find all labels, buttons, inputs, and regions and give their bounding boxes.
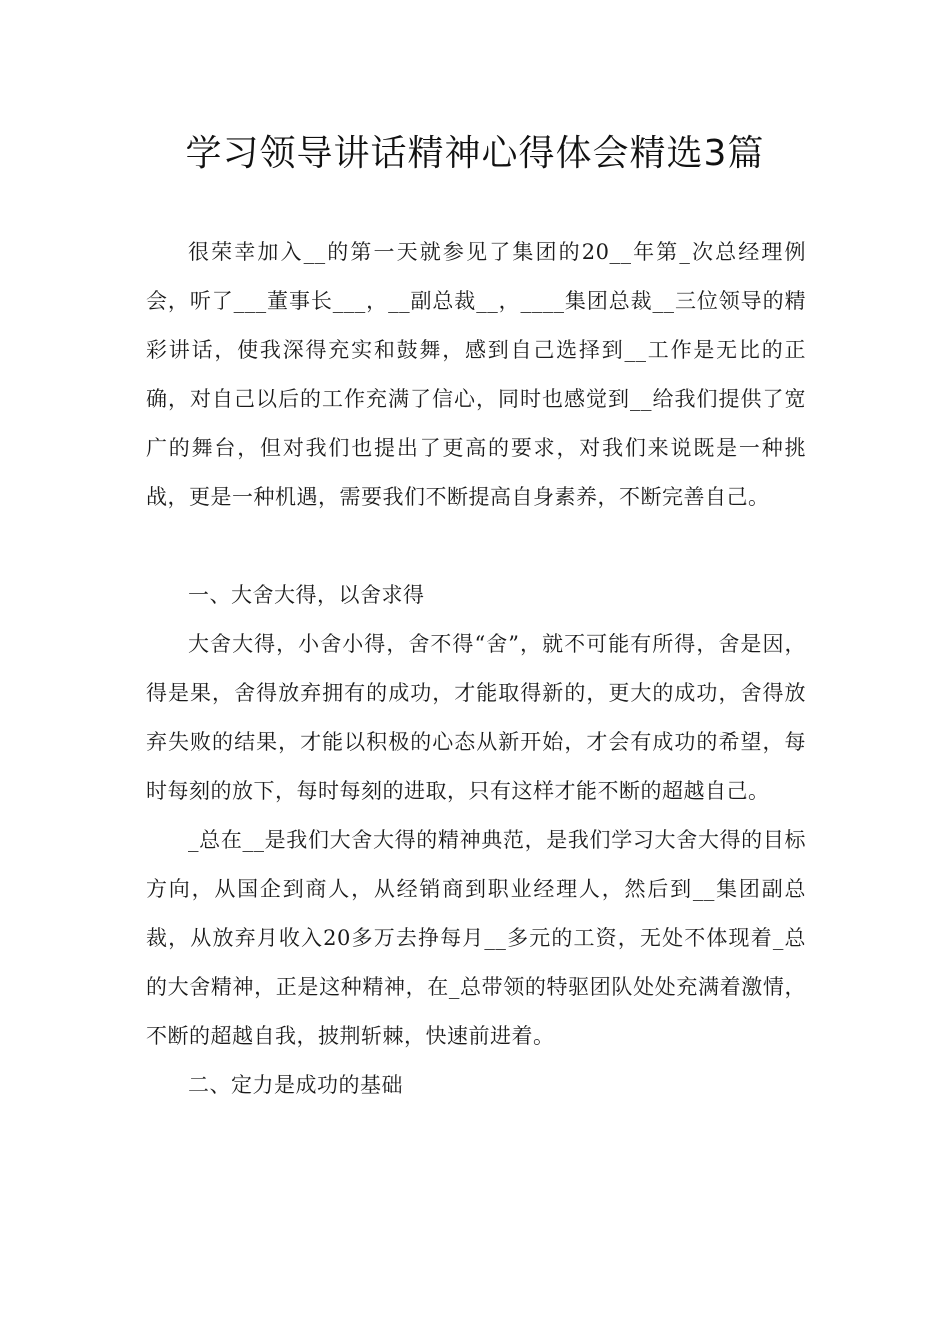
section-1-paragraph-2: _总在__是我们大舍大得的精神典范，是我们学习大舍大得的目标方向，从国企到商人，从经销商到职业经理人，然后到__集团副总裁，从放弃月收入20多万去挣每月__多元的工资，无处不体现着_总的大舍精神，正是这种精神，在_总带领的特驱团队处处充满着激情，不断的超越自我，披荆斩棘，快速前进着。 [146, 828, 806, 1048]
section-heading-1: 一、大舍大得，以舍求得 [188, 583, 425, 607]
paragraph-spacer [146, 522, 806, 571]
document-body [146, 228, 806, 1110]
document-title: 学习领导讲话精神心得体会精选3篇 [185, 133, 765, 174]
section-heading-2: 二、定力是成功的基础 [188, 1073, 403, 1097]
intro-paragraph: 很荣幸加入__的第一天就参见了集团的20__年第_次总经理例会，听了___董事长___，__副总裁__，____集团总裁__三位领导的精彩讲话，使我深得充实和鼓舞，感到自己选择到__工作是无比的正确，对自己以后的工作充满了信心，同时也感觉到__给我们提供了宽广的舞台，但对我们也提出了更高的要求，对我们来说既是一种挑战，更是一种机遇，需要我们不断提高自身素养，不断完善自己。 [146, 240, 806, 509]
section-1-paragraph-1: 大舍大得，小舍小得，舍不得“舍”，就不可能有所得，舍是因，得是果，舍得放弃拥有的成功，才能取得新的，更大的成功，舍得放弃失败的结果，才能以积极的心态从新开始，才会有成功的希望，每时每刻的放下，每时每刻的进取，只有这样才能不断的超越自己。 [146, 632, 806, 803]
